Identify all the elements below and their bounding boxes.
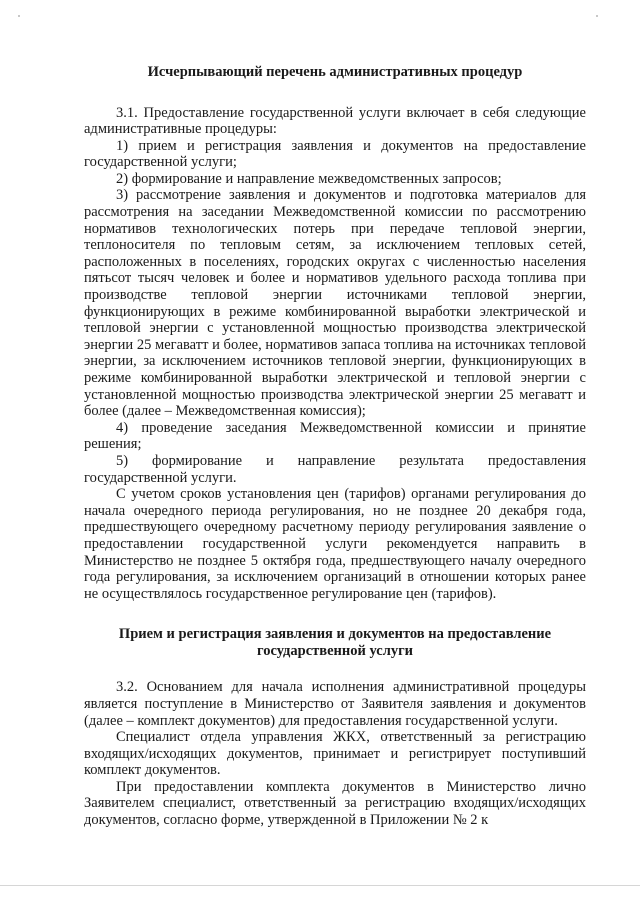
list-item: 4) проведение заседания Межведомственной комиссии и принятие решения; <box>84 419 586 453</box>
paragraph: При предоставлении комплекта документов в Министерство лично Заявителем специалист, ответственный за регистрацию входящих/исходящих документов, согласно форме, утвержденной в Приложении № 2 к <box>84 778 586 829</box>
list-item: 5) формирование и направление результата предоставления государственной услуги. <box>84 452 586 486</box>
paragraph: 3.1. Предоставление государственной услуги включает в себя следующие административные процедуры: <box>84 104 586 138</box>
section-body <box>84 105 586 603</box>
scan-edge-line <box>0 885 640 886</box>
paragraph: С учетом сроков установления цен (тарифов) органами регулирования до начала очередного периода регулирования, но не позднее 20 декабря года, предшествующего очередному расчетному периоду регулирования заявление о предоставлении государственной услуги рекомендуется направить в Министерство не позднее 5 октября года, предшествующего началу очередного года регулирования, за исключением организаций в отношении которых ранее не осуществлялось государственное регулирование цен (тарифов). <box>84 486 586 602</box>
list-item: 3) рассмотрение заявления и документов и подготовка материалов для рассмотрения на заседании Межведомственной комиссии по рассмотрению нормативов технологических потерь при передаче тепловой энергии, теплоносителя по тепловым сетям, за исключением тепловых сетей, расположенных в поселениях, городских округах с численностью населения пятьсот тысяч человек и более и нормативов удельного расхода топлива при производстве тепловой энергии источниками тепловой энергии, функционирующих в режиме комбинированной выработки электрической и тепловой энергии с установленной мощностью производства электрической энергии 25 мегаватт и более, нормативов запаса топлива на источниках тепловой энергии, за исключением источников тепловой энергии, функционирующих в режиме комбинированной выработки электрической и тепловой энергии с установленной мощностью производства электрической энергии 25 мегаватт и более (далее – Межведомственная комиссия); <box>84 187 586 420</box>
paragraph: Специалист отдела управления ЖКХ, ответственный за регистрацию входящих/исходящих документов, принимает и регистрирует поступивший комплект документов. <box>84 729 586 779</box>
section-body <box>84 679 586 828</box>
paragraph: 3.2. Основанием для начала исполнения административной процедуры является поступление в Министерство от Заявителя заявления и документов (далее – комплект документов) для предоставления государственной услуги. <box>84 679 586 729</box>
section-heading: Исчерпывающий перечень административных процедур <box>147 64 523 80</box>
section-heading: Прием и регистрация заявления и документов на предоставление государственной услуги <box>118 626 552 659</box>
document-page <box>84 0 586 905</box>
list-item: 2) формирование и направление межведомственных запросов; <box>116 170 502 187</box>
list-item: 1) прием и регистрация заявления и документов на предоставление государственной услуги; <box>84 137 586 171</box>
scan-speck <box>18 15 20 17</box>
scan-speck <box>596 15 598 17</box>
